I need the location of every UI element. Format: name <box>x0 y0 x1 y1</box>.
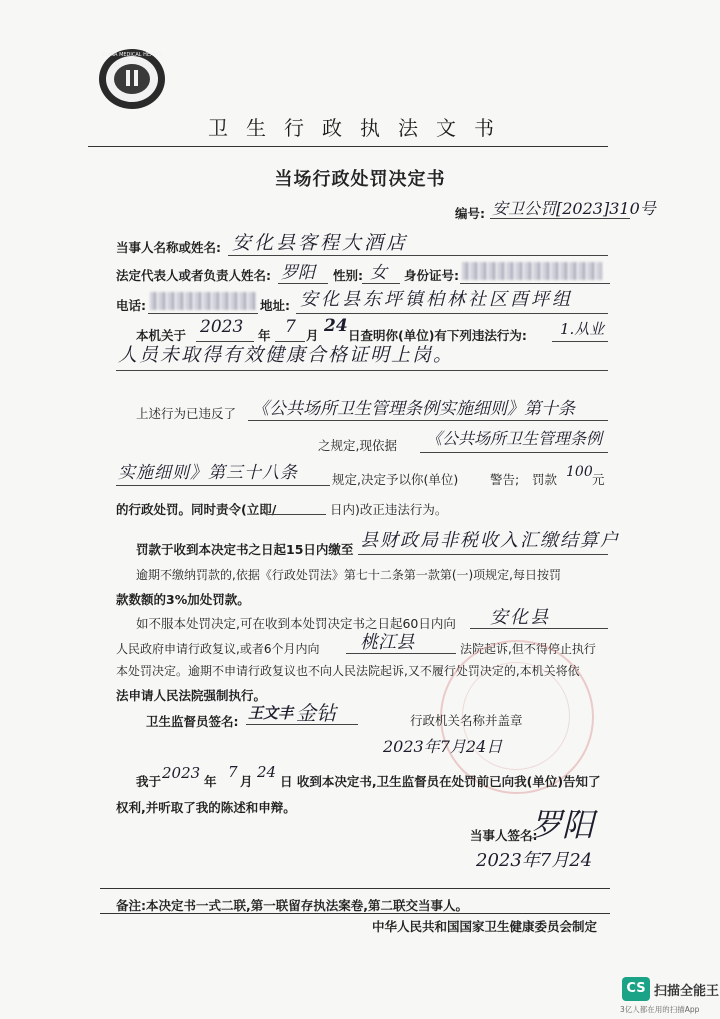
title-divider <box>88 146 608 147</box>
facts-month-unit: 月 <box>306 328 319 343</box>
number-label: 编号: <box>455 206 485 221</box>
document-number: 安卫公罚[2023]310号 <box>492 199 656 218</box>
appeal-review-text: 人民政府申请行政复议,或者6个月内向 <box>116 642 320 656</box>
id-number-label: 身份证号: <box>404 268 459 283</box>
inspector-signature-1: 王文丰 <box>248 704 294 722</box>
health-emblem-logo <box>90 46 174 112</box>
fine-label: 罚款 <box>532 472 558 487</box>
payment-late-rule: 逾期不缴纳罚款的,依据《行政处罚法》第七十二条第一款第(一)项规定,每日按罚 <box>136 568 561 582</box>
facts-year-unit: 年 <box>258 328 271 343</box>
violation-line-2: 人员未取得有效健康合格证明上岗。 <box>118 344 455 366</box>
fine-unit: 元 <box>592 472 605 487</box>
basis-regulation-1: 《公共场所卫生管理条例 <box>426 429 603 448</box>
receipt-year-unit: 年 <box>204 774 217 789</box>
facts-year: 2023 <box>200 317 244 337</box>
party-sign-date: 2023年7月24 <box>476 850 593 871</box>
receipt-year: 2023 <box>162 764 201 782</box>
form-subtitle: 当场行政处罚决定书 <box>274 169 446 190</box>
fine-amount: 100 <box>566 464 593 480</box>
warning-text: 警告; <box>490 472 520 487</box>
party-sign-label: 当事人签名: <box>470 828 538 843</box>
inspector-signature-2: 金钻 <box>296 701 336 725</box>
receipt-suffix: 日 收到本决定书,卫生监督员在处罚前已向我(单位)告知了 <box>280 774 601 789</box>
correction-deadline: 日内)改正违法行为。 <box>330 502 448 517</box>
payment-prefix: 罚款于收到本决定书之日起15日内缴至 <box>136 542 354 557</box>
party-name-value: 安化县客程大酒店 <box>232 232 409 254</box>
phone-label: 电话: <box>116 298 146 313</box>
representative-value: 罗阳 <box>281 263 315 283</box>
facts-prefix: 本机关于 <box>136 328 187 343</box>
camscanner-logo-icon: CS <box>622 977 650 1001</box>
address-label: 地址: <box>260 298 290 313</box>
penalty-text: 的行政处罚。同时责令(立即/ <box>116 502 277 517</box>
camscanner-app-name: 扫描全能王 <box>654 984 720 999</box>
party-name-label: 当事人名称或姓名: <box>116 240 221 255</box>
gender-label: 性别: <box>333 268 363 283</box>
appeal-court-enforcement: 法申请人民法院强制执行。 <box>116 688 267 703</box>
appeal-court-text: 法院起诉,但不得停止执行 <box>460 642 596 656</box>
receipt-month: 7 <box>228 763 238 781</box>
appeal-prefix: 如不服本处罚决定,可在收到本处罚决定书之日起60日内向 <box>136 616 456 631</box>
gender-value: 女 <box>370 263 387 283</box>
id-number-redacted <box>462 262 602 280</box>
facts-month: 7 <box>285 317 296 337</box>
agency-seal-label: 行政机关名称并盖章 <box>410 713 523 728</box>
receipt-rights: 权利,并听取了我的陈述和申辩。 <box>116 800 296 815</box>
decision-text: 规定,决定予以你(单位) <box>332 472 459 487</box>
address-value: 安化县东坪镇柏林社区酉坪组 <box>300 289 573 310</box>
camscanner-tagline: 3亿人都在用的扫描App <box>620 1005 700 1014</box>
emblem-text: CHINA MEDICAL HEALTH <box>101 52 163 58</box>
facts-suffix: 日查明你(单位)有下列违法行为: <box>348 328 527 343</box>
facts-day: 24 <box>324 316 348 336</box>
remarks-note: 备注:本决定书一式二联,第一联留存执法案卷,第二联交当事人。 <box>116 898 468 913</box>
appeal-enforcement: 本处罚决定。逾期不申请行政复议也不向人民法院起诉,又不履行处罚决定的,本机关将依 <box>116 664 580 678</box>
payment-late-rate: 款数额的3%加处罚款。 <box>116 592 250 607</box>
receipt-month-unit: 月 <box>240 774 253 789</box>
violated-regulation: 《公共场所卫生管理条例实施细则》第十条 <box>252 399 575 419</box>
document-title: 卫生行政执法文书 <box>208 116 512 140</box>
receipt-prefix: 我于 <box>136 774 162 789</box>
payment-account: 县财政局非税收入汇缴结算户 <box>360 530 620 551</box>
representative-label: 法定代表人或者负责人姓名: <box>116 268 271 283</box>
basis-regulation-2: 实施细则》第三十八条 <box>118 463 298 483</box>
violation-line-1: 1.从业 <box>560 320 605 338</box>
issuer-line: 中华人民共和国国家卫生健康委员会制定 <box>372 919 598 934</box>
receipt-day: 24 <box>257 763 277 781</box>
inspector-sign-label: 卫生监督员签名: <box>146 714 239 729</box>
appeal-court: 桃江县 <box>360 632 414 653</box>
agency-date: 2023年7月24日 <box>383 737 503 756</box>
basis-connector: 之规定,现依据 <box>318 438 397 453</box>
appeal-government: 安化县 <box>490 607 550 628</box>
party-signature: 罗阳 <box>530 806 595 844</box>
phone-redacted <box>150 292 256 310</box>
violated-prefix: 上述行为已违反了 <box>136 406 237 421</box>
